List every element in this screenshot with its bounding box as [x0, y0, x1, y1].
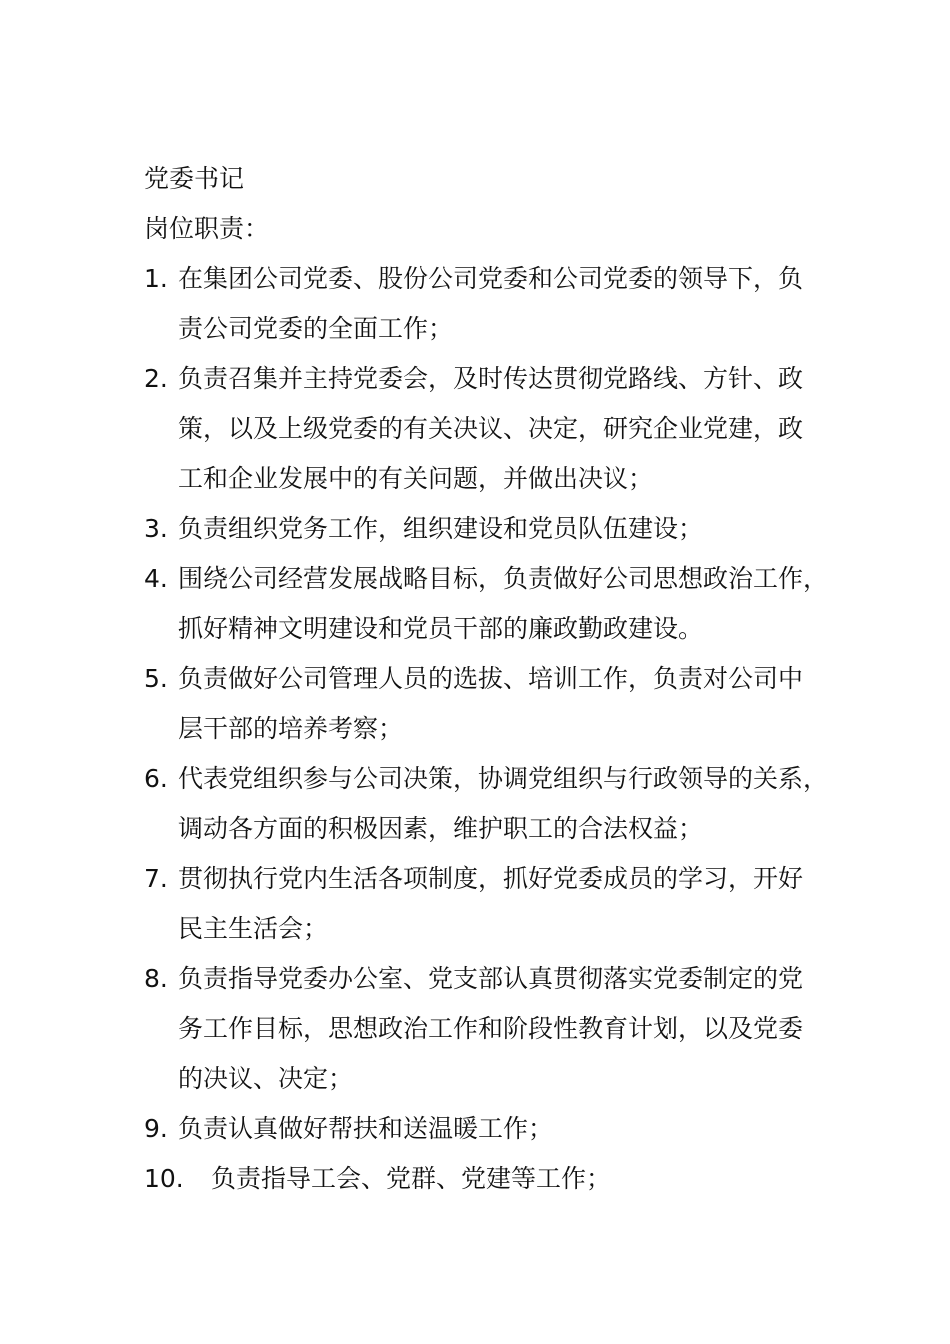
- document-title: 党委书记: [144, 164, 245, 193]
- list-item: [144, 1154, 844, 1204]
- list-item-number: 10.: [144, 1164, 184, 1193]
- list-item-number: 3.: [144, 514, 168, 543]
- list-item: [144, 654, 844, 754]
- list-item-text: 负责指导党委办公室、党支部认真贯彻落实党委制定的党 务工作目标，思想政治工作和阶段性教育计划，以及党委 的决议、决定；: [178, 964, 804, 1093]
- list-item-number: 4.: [144, 564, 168, 593]
- list-item: [144, 554, 844, 654]
- list-item: [144, 854, 844, 954]
- list-item-number: 6.: [144, 764, 168, 793]
- list-item-number: 5.: [144, 664, 168, 693]
- document-content: [144, 154, 844, 1204]
- list-item: [144, 354, 844, 504]
- list-item-text: 代表党组织参与公司决策，协调党组织与行政领导的关系， 调动各方面的积极因素，维护职工的合法权益；: [178, 764, 829, 843]
- list-item-text: 围绕公司经营发展战略目标，负责做好公司思想政治工作， 抓好精神文明建设和党员干部的廉政勤政建设。: [178, 564, 829, 643]
- list-item: [144, 504, 844, 554]
- section-label: 岗位职责：: [144, 214, 270, 243]
- list-item-text: 负责组织党务工作，组织建设和党员队伍建设；: [178, 514, 704, 543]
- list-item-text: 负责指导工会、党群、党建等工作；: [211, 1164, 612, 1193]
- list-item-number: 7.: [144, 864, 168, 893]
- list-item: [144, 1104, 844, 1154]
- list-item-number: 1.: [144, 264, 168, 293]
- list-item-text: 贯彻执行党内生活各项制度，抓好党委成员的学习，开好 民主生活会；: [178, 864, 804, 943]
- list-item: [144, 754, 844, 854]
- list-item: [144, 254, 844, 354]
- list-item: [144, 954, 844, 1104]
- list-item-text: 负责认真做好帮扶和送温暖工作；: [178, 1114, 554, 1143]
- list-item-number: 8.: [144, 964, 168, 993]
- list-item-text: 在集团公司党委、股份公司党委和公司党委的领导下，负 责公司党委的全面工作；: [178, 264, 804, 343]
- list-item-number: 2.: [144, 364, 168, 393]
- list-item-text: 负责召集并主持党委会，及时传达贯彻党路线、方针、政 策，以及上级党委的有关决议、决定，研究企业党建，政 工和企业发展中的有关问题，并做出决议；: [178, 364, 804, 493]
- list-item-text: 负责做好公司管理人员的选拔、培训工作，负责对公司中 层干部的培养考察；: [178, 664, 804, 743]
- list-item-number: 9.: [144, 1114, 168, 1143]
